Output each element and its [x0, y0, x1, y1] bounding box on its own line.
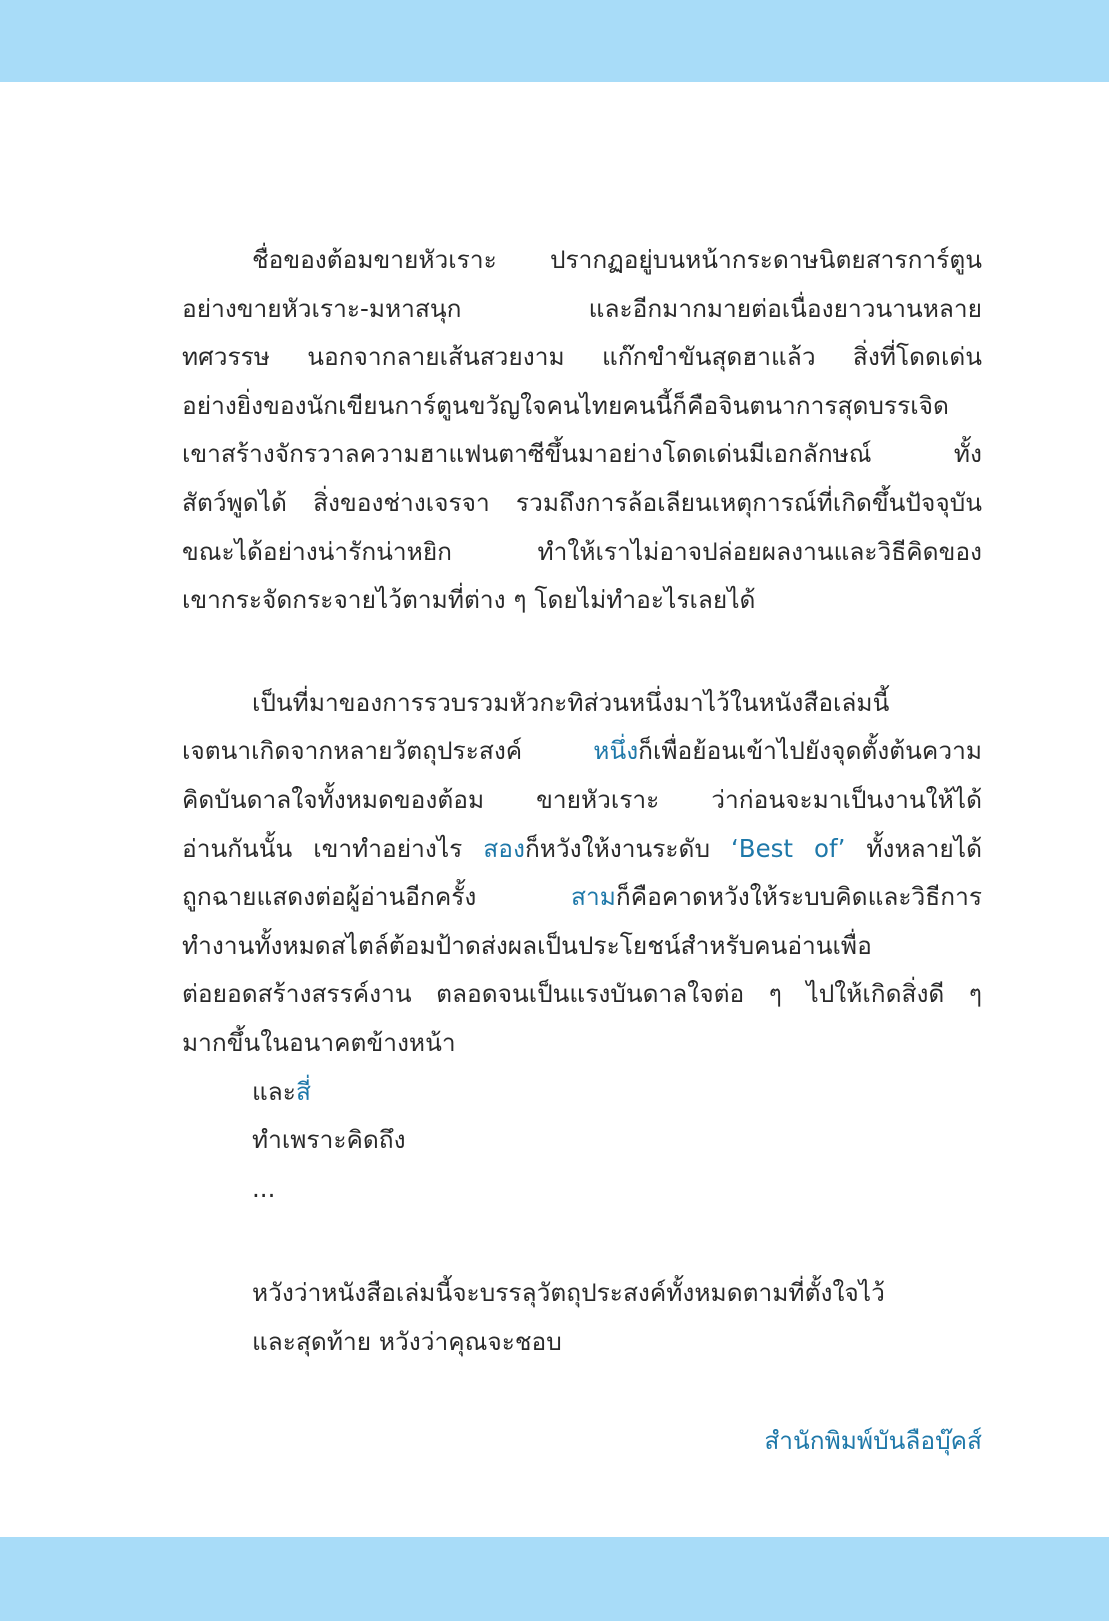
paragraph-line [182, 727, 982, 776]
paragraph-line: ต่อยอดสร้างสรรค์งาน ตลอดจนเป็นแรงบันดาลใจต่อ ๆ ไปให้เกิดสิ่งดี ๆ [182, 979, 982, 1009]
text-run: อ่านกันนั้น เขาทำอย่างไร [182, 833, 484, 863]
paragraph-line: ขณะได้อย่างน่ารักน่าหยิก ทำให้เราไม่อาจปล่อยผลงานและวิธีคิดของ [182, 536, 982, 566]
text-run: ถูกฉายแสดงต่อผู้อ่านอีกครั้ง [182, 882, 571, 912]
text-run: ทั้งหลายได้ [845, 833, 982, 863]
paragraph-line: เป็นที่มาของการรวบรวมหัวกะทิส่วนหนึ่งมาไว้ในหนังสือเล่มนี้ [252, 687, 890, 717]
highlight-three: สาม [571, 882, 616, 912]
highlight-two: สอง [483, 833, 525, 863]
paragraph-line: ทำงานทั้งหมดสไตล์ต้อมป้าดส่งผลเป็นประโยชน์สำหรับคนอ่านเพื่อ [182, 930, 872, 960]
paragraph-1 [182, 236, 982, 625]
paragraph-line: ทศวรรษ นอกจากลายเส้นสวยงาม แก๊กขำขันสุดฮาแล้ว สิ่งที่โดดเด่น [182, 342, 982, 372]
paragraph-line: เขาสร้างจักรวาลความฮาแฟนตาซีขึ้นมาอย่างโดดเด่นมีเอกลักษณ์ ทั้ง [182, 439, 982, 469]
text-run: เจตนาเกิดจากหลายวัตถุประสงค์ [182, 736, 594, 766]
publisher-signature: สำนักพิมพ์บันลือบุ๊คส์ [764, 1426, 982, 1456]
highlight-one: หนึ่ง [593, 736, 639, 766]
text-run: ก็เพื่อย้อนเข้าไปยังจุดตั้งต้นความ [638, 736, 982, 766]
closing-line: หวังว่าหนังสือเล่มนี้จะบรรลุวัตถุประสงค์ทั้งหมดตามที่ตั้งใจไว้ [252, 1278, 885, 1308]
text-run: ก็หวังให้งานระดับ [524, 833, 731, 863]
foreword-body [182, 236, 982, 1466]
paragraph-line: มากขึ้นในอนาคตข้างหน้า [182, 1027, 456, 1057]
paragraph-line: คิดบันดาลใจทั้งหมดของต้อม ขายหัวเราะ ว่าก่อนจะมาเป็นงานให้ได้ [182, 784, 982, 814]
bottom-color-band [0, 1537, 1109, 1621]
highlight-four: สี่ [295, 1076, 311, 1106]
highlight-best-of: ‘Best of’ [730, 833, 846, 863]
coda-line-four [182, 1068, 982, 1117]
paragraph-2 [182, 679, 982, 1068]
paragraph-line [182, 873, 982, 922]
text-run: และ [252, 1076, 296, 1106]
top-color-band [0, 0, 1109, 82]
coda [182, 1068, 982, 1214]
paragraph-line [182, 825, 982, 874]
paragraph-line: อย่างยิ่งของนักเขียนการ์ตูนขวัญใจคนไทยคนนี้ก็คือจินตนาการสุดบรรเจิด [182, 390, 949, 420]
paragraph-line: ชื่อของต้อมขายหัวเราะ ปรากฏอยู่บนหน้ากระดาษนิตยสารการ์ตูน [252, 245, 982, 274]
closing-paragraph [182, 1269, 982, 1366]
coda-line-because: ทำเพราะคิดถึง [252, 1125, 406, 1155]
paragraph-line: เขากระจัดกระจายไว้ตามที่ต่าง ๆ โดยไม่ทำอะไรเลยได้ [182, 585, 756, 615]
text-run: ก็คือคาดหวังให้ระบบคิดและวิธีการ [615, 882, 982, 912]
coda-ellipsis: ... [252, 1173, 276, 1203]
paragraph-line: อย่างขายหัวเราะ-มหาสนุก และอีกมากมายต่อเนื่องยาวนานหลาย [182, 293, 982, 323]
closing-line: และสุดท้าย หวังว่าคุณจะชอบ [252, 1326, 562, 1356]
paragraph-line: สัตว์พูดได้ สิ่งของช่างเจรจา รวมถึงการล้อเลียนเหตุการณ์ที่เกิดขึ้นปัจจุบัน [182, 487, 982, 517]
